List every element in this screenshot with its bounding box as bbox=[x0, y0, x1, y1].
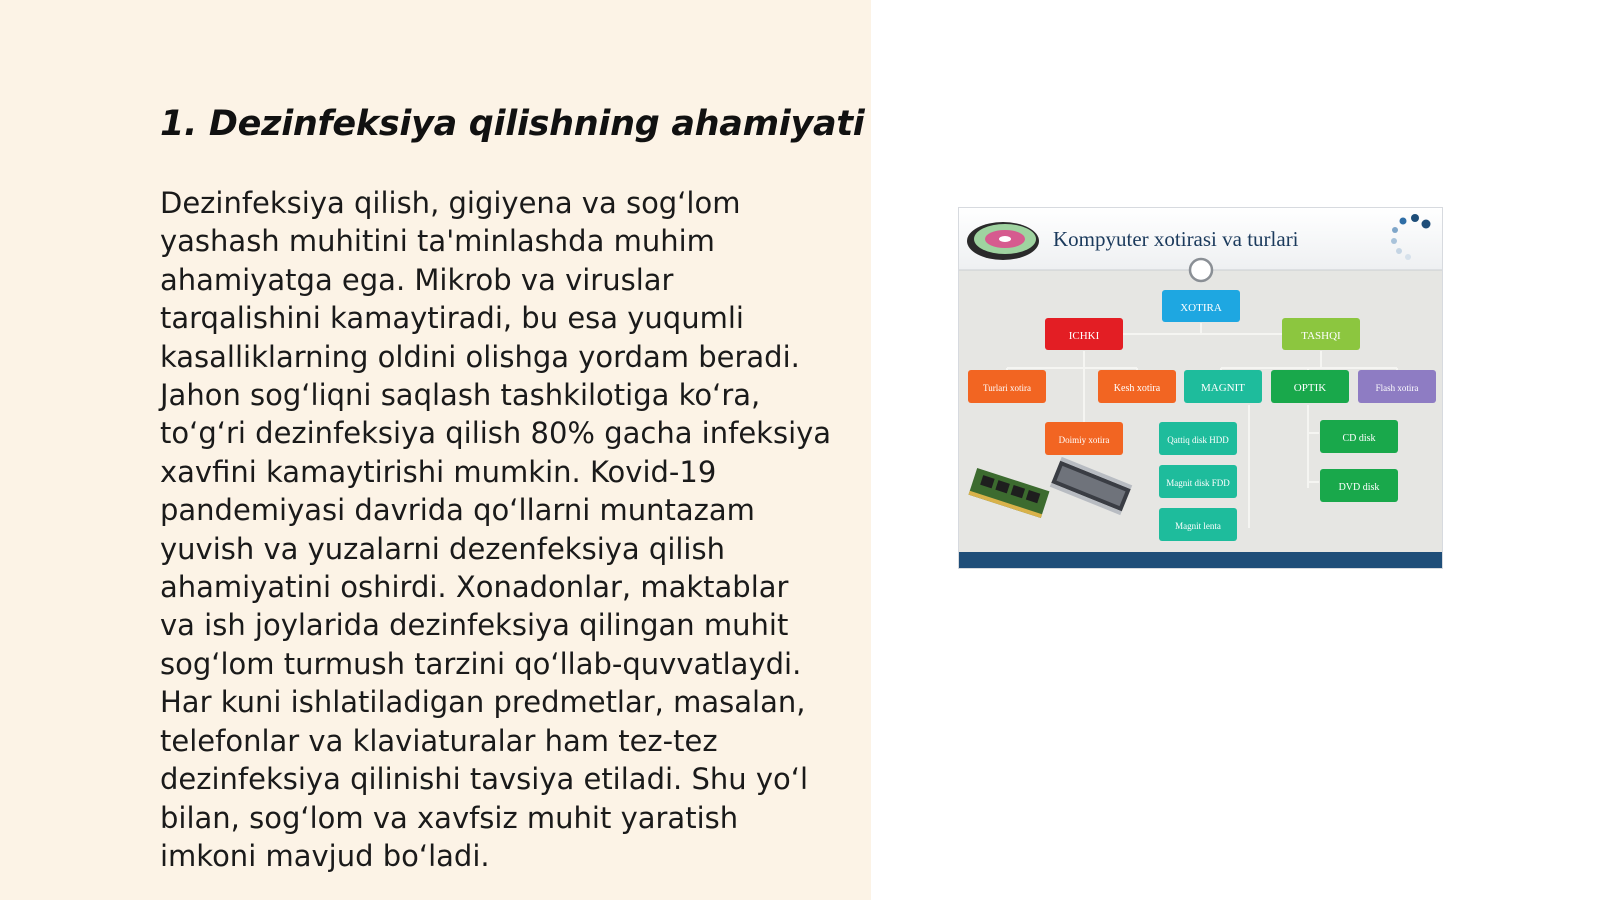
node-turlari-xotira-label: Turlari xotira bbox=[983, 383, 1031, 393]
body-line: to‘g‘ri dezinfeksiya qilish 80% gacha infeksiya bbox=[160, 416, 832, 451]
node-cd-disk-label: CD disk bbox=[1342, 433, 1376, 444]
memory-chip-icon bbox=[1050, 457, 1132, 515]
body-line: tarqalishini kamaytiradi, bu esa yuqumli bbox=[160, 301, 744, 336]
slide-heading: 1. Dezinfeksiya qilishning ahamiyati bbox=[160, 104, 865, 144]
ram-module-icon bbox=[969, 468, 1050, 518]
node-tashqi-label: TASHQI bbox=[1301, 330, 1341, 342]
node-optik-label: OPTIK bbox=[1293, 382, 1327, 394]
node-magnit-lenta-label: Magnit lenta bbox=[1175, 521, 1221, 531]
memory-diagram-image bbox=[958, 207, 1443, 569]
slide-body-text bbox=[160, 184, 860, 875]
body-line: sog‘lom turmush tarzini qo‘llab-quvvatlaydi. bbox=[160, 646, 802, 681]
cd-disc-icon bbox=[967, 222, 1039, 260]
node-kesh-xotira-label: Kesh xotira bbox=[1113, 383, 1161, 394]
body-line: pandemiyasi davrida qo‘llarni muntazam bbox=[160, 493, 755, 528]
node-flash-xotira-label: Flash xotira bbox=[1375, 383, 1419, 393]
body-line: bilan, sog‘lom va xavfsiz muhit yaratish bbox=[160, 800, 739, 835]
node-ichki-label: ICHKI bbox=[1068, 330, 1100, 342]
node-fdd-label: Magnit disk FDD bbox=[1166, 478, 1230, 488]
node-hdd-label: Qattiq disk HDD bbox=[1167, 435, 1229, 445]
node-dvd-disk-label: DVD disk bbox=[1338, 482, 1380, 493]
body-line: Jahon sog‘liqni saqlash tashkilotiga ko‘ra, bbox=[160, 378, 761, 413]
diagram-title: Kompyuter xotirasi va turlari bbox=[1053, 227, 1299, 251]
body-line: kasalliklarning oldini olishga yordam beradi. bbox=[160, 339, 800, 374]
body-line: yashash muhitini ta'minlashda muhim bbox=[160, 224, 715, 259]
body-line: Dezinfeksiya qilish, gigiyena va sog‘lom bbox=[160, 186, 741, 220]
connector-ring-icon bbox=[1190, 259, 1212, 281]
body-line: va ish joylarida dezinfeksiya qilingan muhit bbox=[160, 608, 789, 643]
body-line: Har kuni ishlatiladigan predmetlar, masalan, bbox=[160, 685, 806, 720]
body-line: xavfini kamaytirishi mumkin. Kovid-19 bbox=[160, 454, 717, 489]
node-magnit-label: MAGNIT bbox=[1201, 382, 1245, 394]
body-line: telefonlar va klaviaturalar ham tez-tez bbox=[160, 723, 718, 758]
body-line: yuvish va yuzalarni dezenfeksiya qilish bbox=[160, 531, 725, 566]
body-line: ahamiyatga ega. Mikrob va viruslar bbox=[160, 262, 674, 297]
diagram-footer-bar bbox=[959, 552, 1442, 568]
body-line: dezinfeksiya qilinishi tavsiya etiladi. Shu yo‘l bbox=[160, 762, 809, 797]
body-line: ahamiyatini oshirdi. Xonadonlar, maktablar bbox=[160, 570, 789, 605]
node-doimiy-xotira-label: Doimiy xotira bbox=[1058, 435, 1110, 445]
body-line: imkoni mavjud bo‘ladi. bbox=[160, 838, 490, 873]
node-xotira-label: XOTIRA bbox=[1180, 302, 1222, 314]
